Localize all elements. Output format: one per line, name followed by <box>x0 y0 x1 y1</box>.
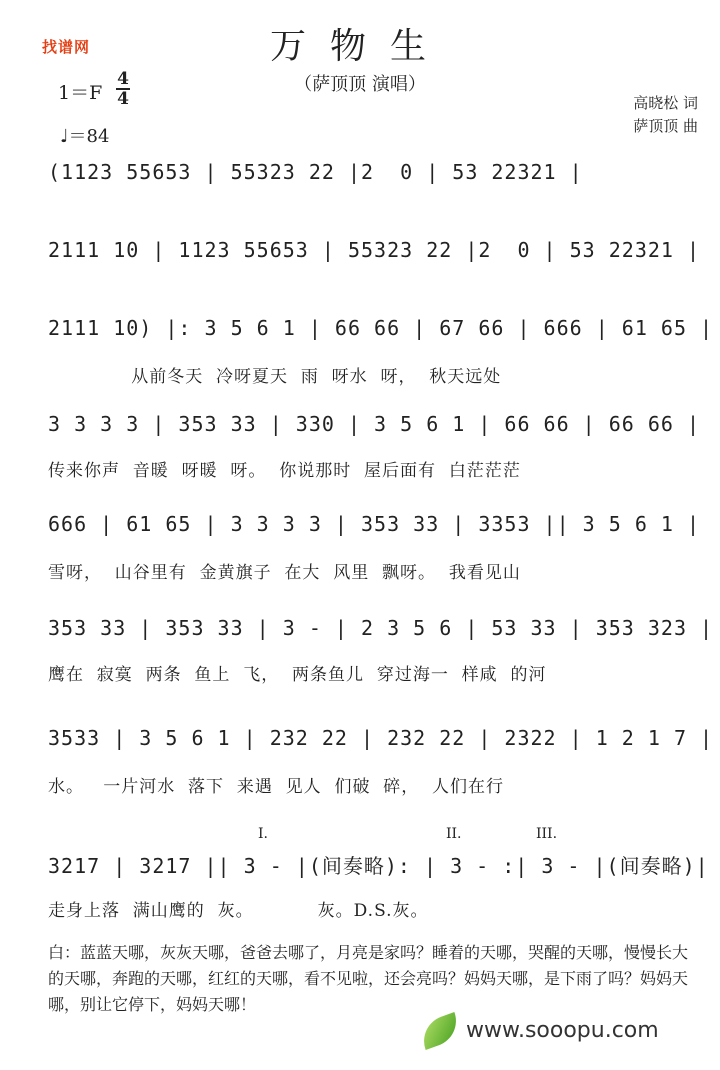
lyricist-credit: 高晓松 词 <box>633 94 698 112</box>
lyrics-row-6: 鹰在 寂寞 两条 鱼上 飞， 两条鱼儿 穿过海一 样咸 的河 <box>48 665 547 685</box>
key-signature: 1＝F <box>58 82 103 104</box>
lyrics-row-7: 水。 一片河水 落下 来遇 见人 们破 碎， 人们在行 <box>48 777 505 797</box>
tempo-marking: ♩＝84 <box>60 126 110 147</box>
score-row-3: 2111 10) |: 3 5 6 1 | 66 66 | 67 66 | 666 | 61 65 | <box>48 316 714 340</box>
time-signature <box>116 70 130 108</box>
logo-text: 找谱网 <box>42 38 91 56</box>
score-row-1: (1123 55653 | 55323 22 |2 0 | 53 22321 | <box>48 160 583 184</box>
score-row-2: 2111 10 | 1123 55653 | 55323 22 |2 0 | 53 22321 | <box>48 238 701 262</box>
time-signature-top: 4 <box>117 69 129 89</box>
song-subtitle: （萨顶顶 演唱） <box>294 74 426 95</box>
song-title: 万物生 <box>269 26 450 67</box>
spoken-dialog: 白：蓝蓝天哪，灰灰天哪，爸爸去哪了，月亮是家吗？睡着的天哪，哭醒的天哪，慢慢长大的天哪，奔跑的天哪，红红的天哪，看不见啦，还会亮吗？妈妈天哪，是下雨了吗？妈妈天哪，别让它停下，妈妈天哪！ <box>48 943 689 1014</box>
footer-site-url: www.sooopu.com <box>466 1018 659 1043</box>
lyrics-row-3: 从前冬天 冷呀夏天 雨 呀水 呀， 秋天远处 <box>48 367 502 387</box>
lyrics-row-8: 走身上落 满山鹰的 灰。 灰。D.S.灰。 <box>48 901 429 921</box>
volta-1: I. <box>258 826 268 842</box>
score-row-8: 3217 | 3217 || 3 - |(间奏略): | 3 - :| 3 - |(间奏略)| <box>48 854 709 878</box>
lyrics-row-5: 雪呀， 山谷里有 金黄旗子 在大 风里 飘呀。 我看见山 <box>48 563 521 583</box>
time-signature-bottom: 4 <box>117 89 129 109</box>
leaf-logo-icon <box>417 1012 463 1050</box>
credits <box>633 92 698 138</box>
lyrics-row-4: 传来你声 音暖 呀暖 呀。 你说那时 屋后面有 白茫茫茫 <box>48 461 521 481</box>
score-row-5: 666 | 61 65 | 3 3 3 3 | 353 33 | 3353 || 3 5 6 1 | <box>48 512 701 536</box>
score-row-6: 353 33 | 353 33 | 3 - | 2 3 5 6 | 53 33 | 353 323 | <box>48 616 714 640</box>
volta-2: II. <box>446 826 462 842</box>
composer-credit: 萨顶顶 曲 <box>633 117 698 135</box>
site-footer <box>420 1018 659 1044</box>
score-row-4: 3 3 3 3 | 353 33 | 330 | 3 5 6 1 | 66 66 | 66 66 | <box>48 412 701 436</box>
volta-3: III. <box>536 826 558 842</box>
score-row-7: 3533 | 3 5 6 1 | 232 22 | 232 22 | 2322 | 1 2 1 7 | <box>48 726 714 750</box>
